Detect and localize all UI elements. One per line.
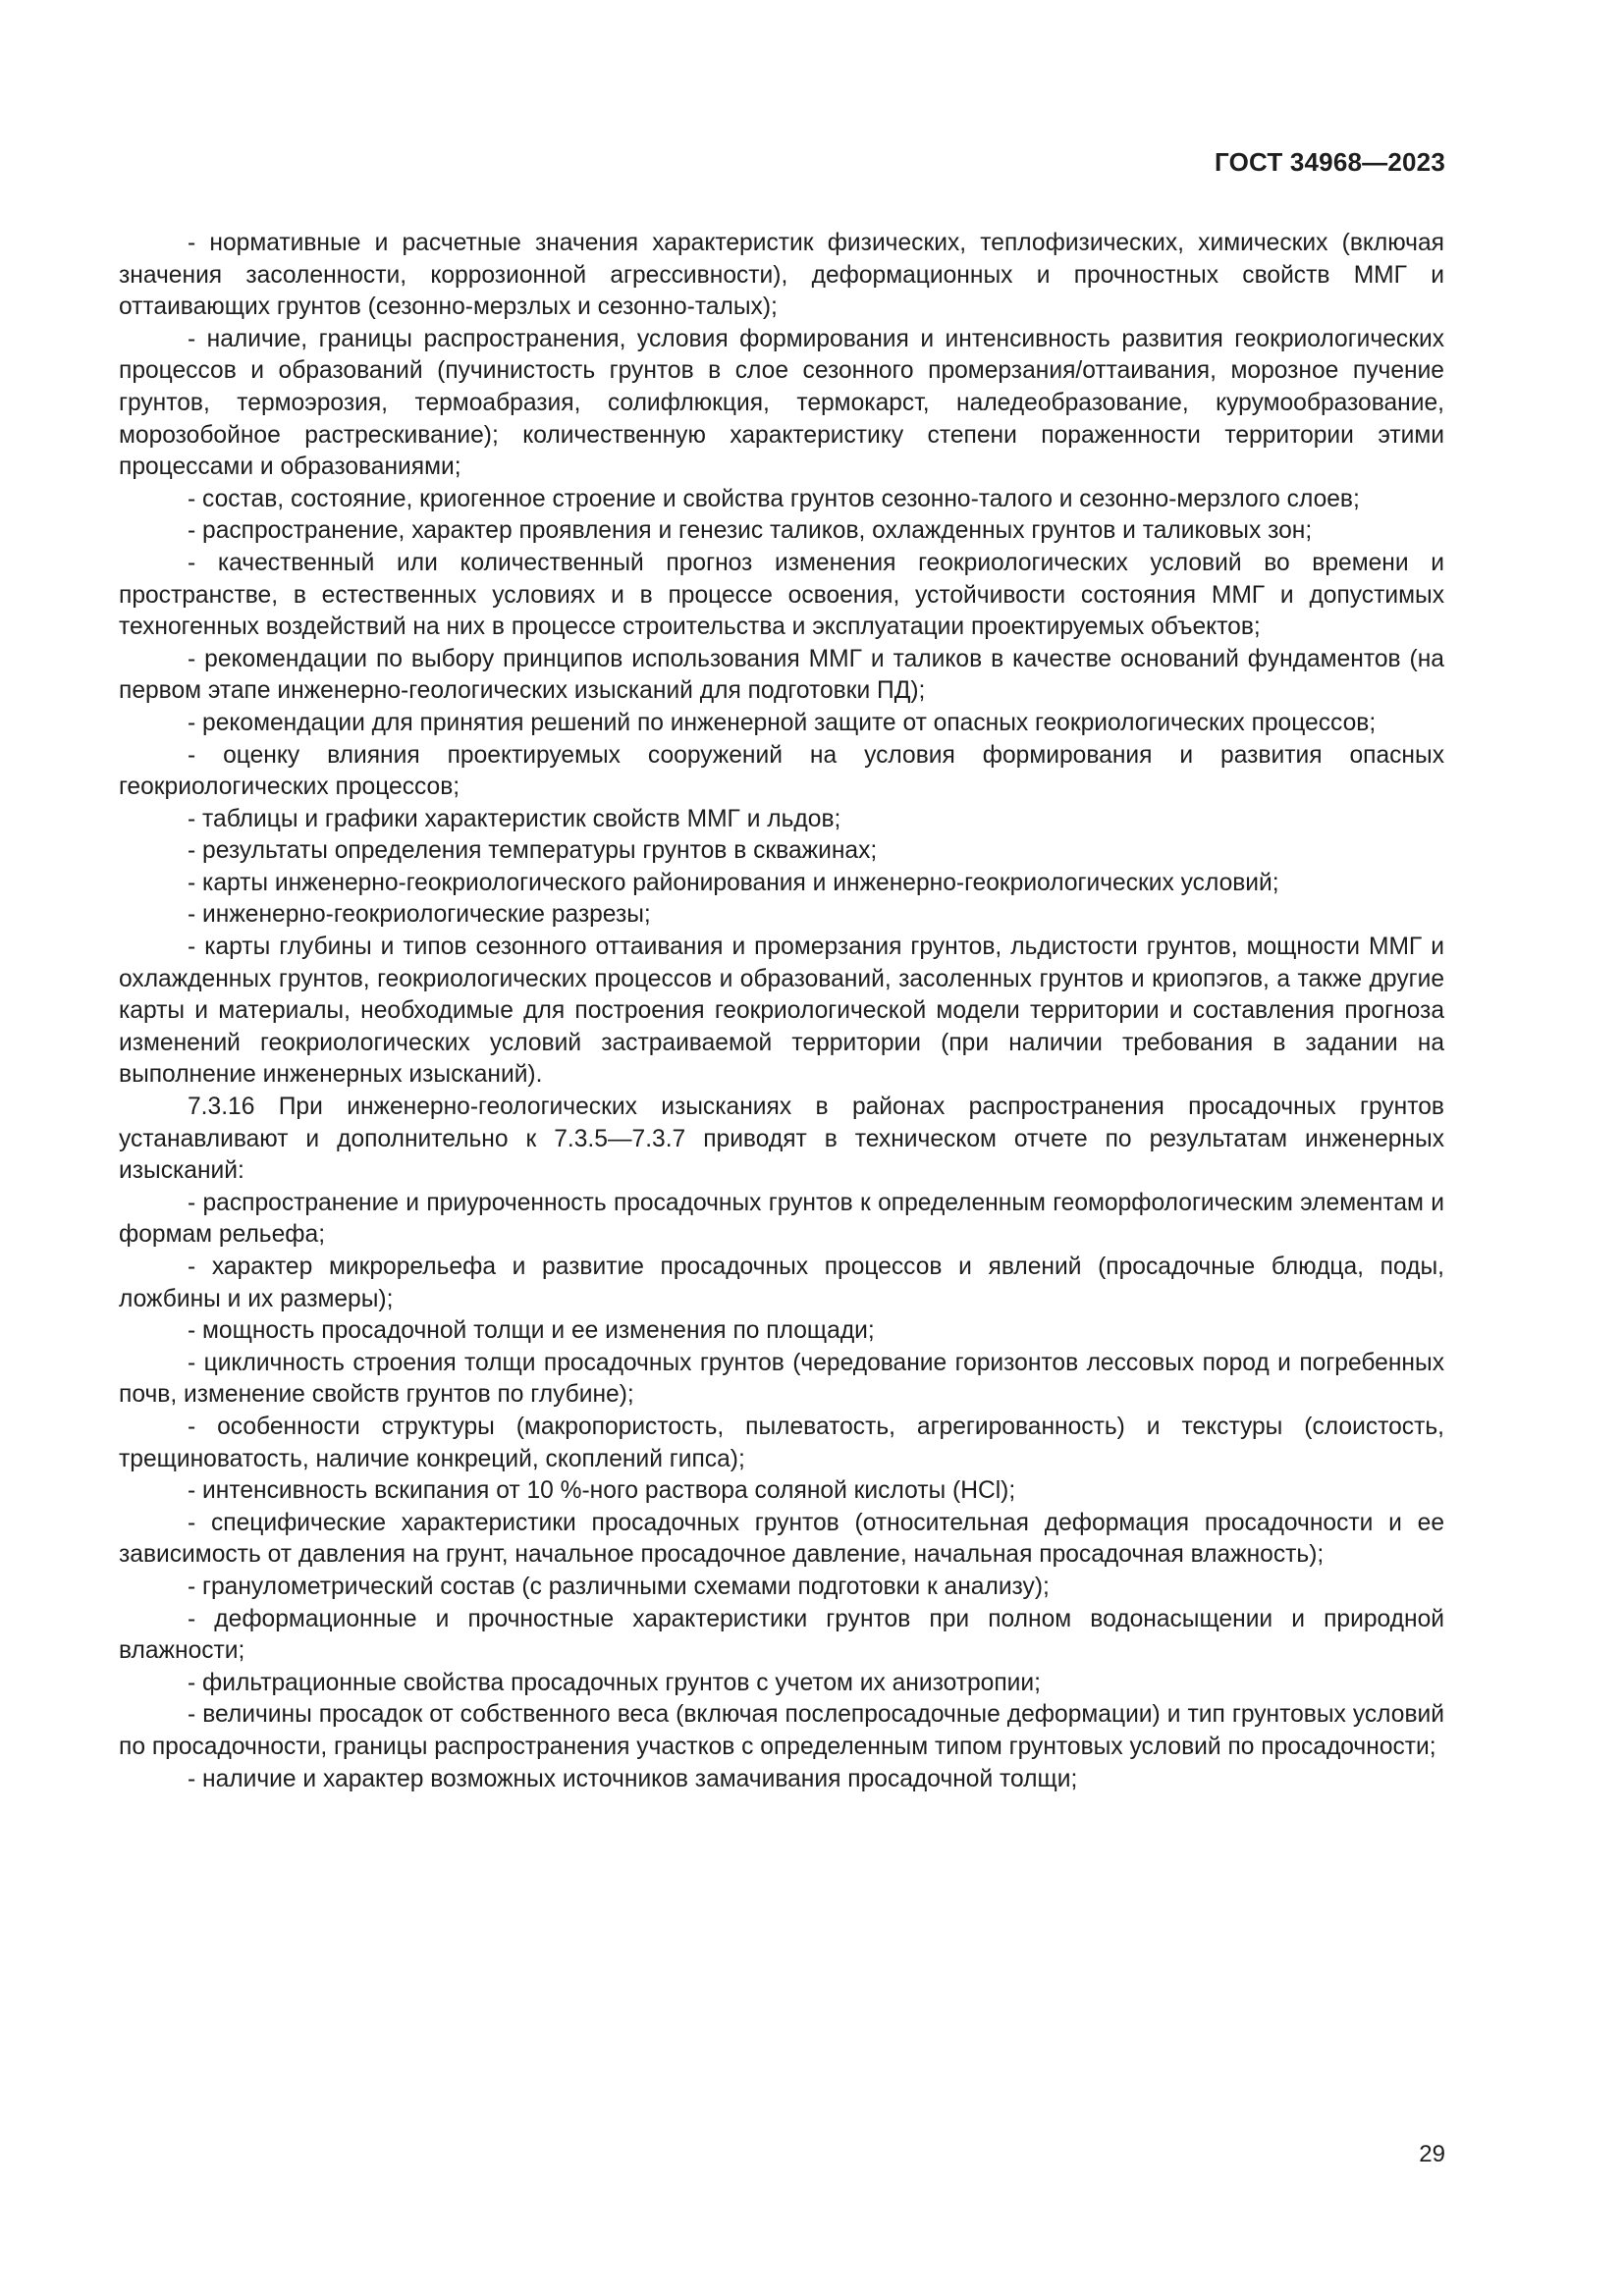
paragraph: - величины просадок от собственного веса (включая послепросадочные деформации) и тип грунтовых условий по просадочности, границы распространения участков с определенным типом грунтовых условий по просадочности; [119,1701,1444,1760]
paragraph: - качественный или количественный прогноз изменения геокриологических условий во времени и пространстве, в естественных условиях и в процессе освоения, устойчивости состояния ММГ и допустимых техногенных воздействий на них в процессе строительства и эксплуатации проектируемых объектов; [119,549,1444,641]
paragraph: - интенсивность вскипания от 10 %-ного раствора соляной кислоты (HCl); [188,1477,1016,1505]
standard-code-header: ГОСТ 34968—2023 [1215,147,1445,177]
paragraph: - карты глубины и типов сезонного оттаивания и промерзания грунтов, льдистости грунтов, мощности ММГ и охлажденных грунтов, геокриологических процессов и образований, засоленных грунтов и криопэгов, а также другие карты и материалы, необходимые для построения геокриологической модели территории и составления прогноза изменений геокриологических условий застраиваемой территории (при наличии требования в задании на выполнение инженерных изысканий). [119,934,1444,1089]
paragraph: - инженерно-геокриологические разрезы; [188,901,651,929]
page-number: 29 [1419,2141,1445,2167]
paragraph: - таблицы и графики характеристик свойств ММГ и льдов; [188,805,841,832]
section-paragraph-7-3-16: 7.3.16 При инженерно-геологических изысканиях в районах распространения просадочных грунтов устанавливают и дополнительно к 7.3.5—7.3.7 приводят в техническом отчете по результатам инженерных изысканий: [119,1094,1444,1185]
document-body [119,228,1444,1795]
paragraph: - результаты определения температуры грунтов в скважинах; [188,837,878,865]
paragraph: - рекомендации для принятия решений по инженерной защите от опасных геокриологических процессов; [188,709,1377,736]
paragraph: - распространение, характер проявления и генезис таликов, охлажденных грунтов и таликовых зон; [188,517,1313,545]
paragraph: - оценку влияния проектируемых сооружений на условия формирования и развития опасных геокриологических процессов; [119,741,1444,801]
paragraph: - состав, состояние, криогенное строение и свойства грунтов сезонно-талого и сезонно-мерзлого слоев; [188,485,1360,512]
paragraph: - наличие и характер возможных источников замачивания просадочной толщи; [188,1765,1078,1792]
paragraph: - специфические характеристики просадочных грунтов (относительная деформация просадочности и ее зависимость от давления на грунт, начальное просадочное давление, начальная просадочная влажность); [119,1509,1444,1569]
paragraph: - мощность просадочной толщи и ее изменения по площади; [188,1317,875,1345]
paragraph: - характер микрорельефа и развитие просадочных процессов и явлений (просадочные блюдца, поды, ложбины и их размеры); [119,1254,1444,1312]
paragraph: - фильтрационные свойства просадочных грунтов с учетом их анизотропии; [188,1669,1041,1696]
paragraph: - рекомендации по выбору принципов использования ММГ и таликов в качестве оснований фундаментов (на первом этапе инженерно-геологических изысканий для подготовки ПД); [119,645,1444,705]
paragraph: - цикличность строения толщи просадочных грунтов (чередование горизонтов лессовых пород и погребенных почв, изменение свойств грунтов по глубине); [119,1349,1444,1409]
paragraph: - гранулометрический состав (с различными схемами подготовки к анализу); [188,1573,1050,1600]
paragraph: - особенности структуры (макропористость, пылеватость, агрегированность) и текстуры (слоистость, трещиноватость, наличие конкреций, скоплений гипса); [119,1413,1444,1472]
paragraph: - карты инженерно-геокриологического районирования и инженерно-геокриологических условий; [188,869,1279,896]
paragraph: - нормативные и расчетные значения характеристик физических, теплофизических, химических (включая значения засоленности, коррозионной агрессивности), деформационных и прочностных свойств ММГ и оттаивающих грунтов (сезонно-мерзлых и сезонно-талых); [119,230,1444,321]
paragraph: - наличие, границы распространения, условия формирования и интенсивность развития геокриологических процессов и образований (пучинистость грунтов в слое сезонного промерзания/оттаивания, морозное пучение грунтов, термоэрозия, термоабразия, солифлюкция, термокарст, наледеобразование, курумообразование, морозобойное растрескивание); количественную характеристику степени пораженности территории этими процессами и образованиями; [119,325,1444,481]
paragraph: - деформационные и прочностные характеристики грунтов при полном водонасыщении и природной влажности; [119,1605,1444,1665]
paragraph: - распространение и приуроченность просадочных грунтов к определенным геоморфологическим элементам и формам рельефа; [119,1189,1444,1249]
